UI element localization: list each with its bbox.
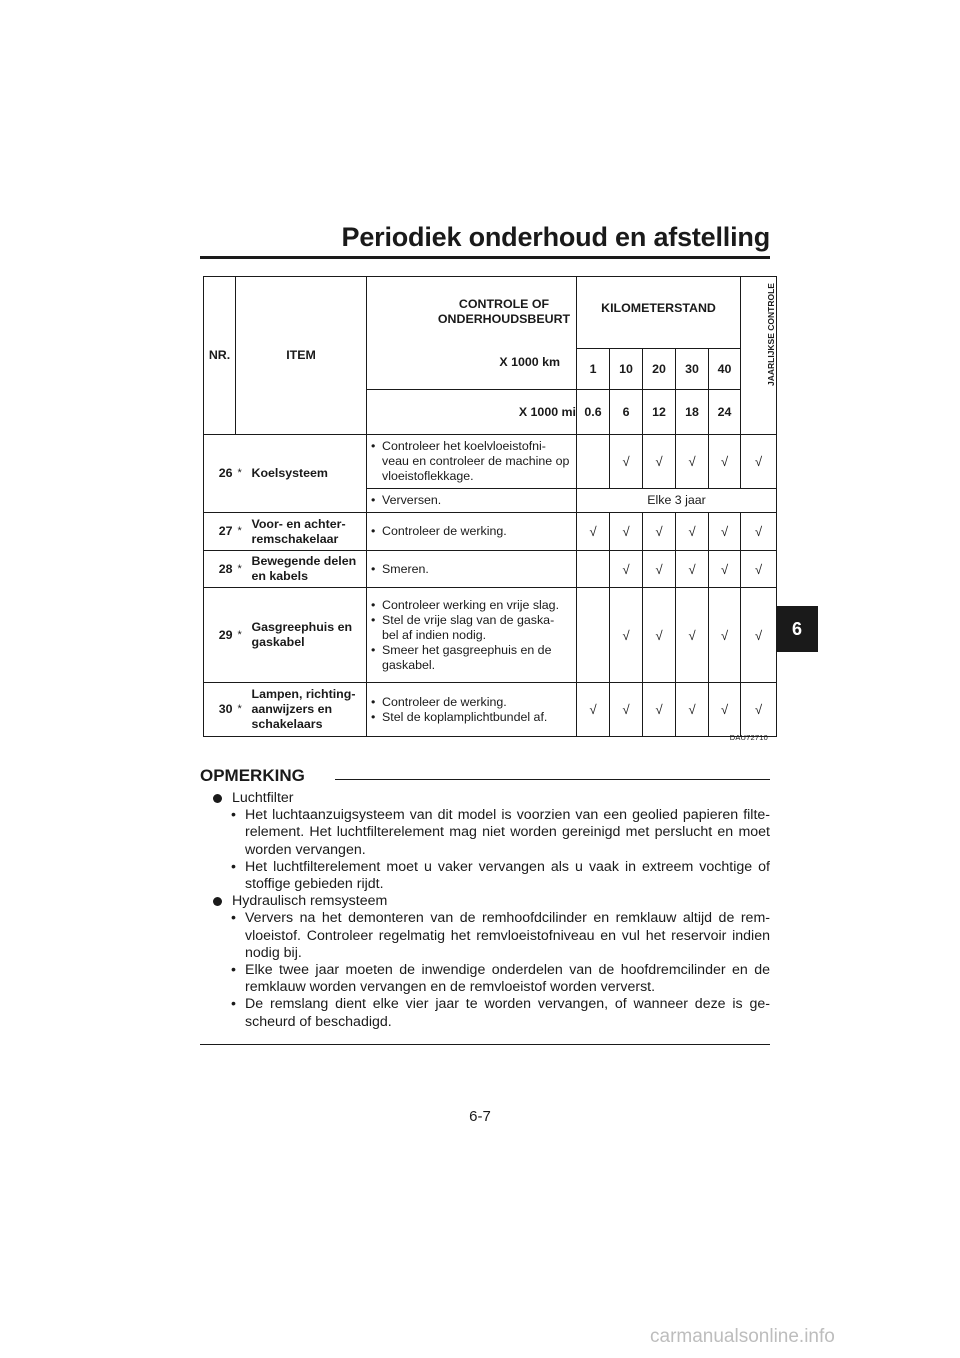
check-cell: √: [741, 551, 777, 588]
mi-value: 24: [709, 390, 741, 435]
mi-value: 6: [610, 390, 643, 435]
note-section-title: [200, 893, 770, 910]
table-row: [204, 683, 777, 737]
check-cell: √: [610, 435, 643, 489]
row-number: 30: [204, 683, 236, 737]
table-row: [204, 588, 777, 683]
km-value: 1: [577, 349, 610, 390]
km-value: 10: [610, 349, 643, 390]
check-cell: √: [741, 435, 777, 489]
note-item-text: Het luchtfilterelement moet u vaker vervangen als u vaak in extreem vochtige of stoffige gebieden rijdt.: [245, 858, 770, 893]
bullet-icon: •: [231, 807, 236, 824]
document-code: DAU72710: [729, 733, 768, 742]
row-item: Voor- en achter-remschakelaar: [248, 513, 367, 551]
action-item: • Controleer de werking.: [371, 524, 570, 539]
check-cell: √: [741, 588, 777, 683]
check-cell: √: [709, 435, 741, 489]
check-cell: √: [676, 551, 709, 588]
bullet-dot-icon: [213, 794, 222, 803]
action-item: • Controleer de werking.: [371, 695, 570, 710]
row-actions: [367, 513, 577, 551]
check-cell: √: [577, 683, 610, 737]
action-item: • Smeren.: [371, 562, 570, 577]
header-row-1: [204, 277, 777, 349]
check-cell: √: [709, 683, 741, 737]
check-cell: [577, 551, 610, 588]
page-number: 6-7: [469, 1108, 491, 1125]
row-item: Lampen, richting-aanwijzers en schakelaars: [248, 683, 367, 737]
header-unit-km: X 1000 km: [499, 355, 561, 369]
note-rule-top: [335, 779, 770, 780]
note-item: [231, 962, 770, 996]
bullet-icon: •: [231, 858, 236, 875]
check-cell: [577, 588, 610, 683]
note-rule-bottom: [200, 1044, 770, 1045]
bullet-icon: •: [231, 996, 236, 1013]
row-actions: [367, 588, 577, 683]
action-item: • Controleer het koelvloeistofni-veau en controleer de machine op vloeistoflekkage.: [371, 439, 570, 484]
check-cell: √: [676, 435, 709, 489]
check-cell: √: [643, 551, 676, 588]
check-cell: √: [741, 513, 777, 551]
table-row: [204, 551, 777, 588]
row-star: *: [236, 551, 248, 588]
check-cell: √: [643, 513, 676, 551]
mi-value: 12: [643, 390, 676, 435]
check-cell: √: [676, 683, 709, 737]
check-cell: √: [577, 513, 610, 551]
row-item: Bewegende delen en kabels: [248, 551, 367, 588]
page-title: Periodiek onderhoud en afstelling: [341, 222, 770, 252]
row-actions: [367, 435, 577, 489]
km-value: 30: [676, 349, 709, 390]
note-section-title-text: Luchtfilter: [232, 790, 294, 806]
note-heading: OPMERKING: [200, 766, 305, 785]
check-cell: √: [709, 551, 741, 588]
km-value: 40: [709, 349, 741, 390]
header-nr: NR.: [204, 277, 236, 435]
note-section-air-filter: [200, 790, 770, 893]
check-cell: √: [709, 588, 741, 683]
header-control-label: CONTROLE OF ONDERHOUDSBEURT: [437, 297, 571, 326]
check-cell: √: [676, 588, 709, 683]
note-body: [200, 790, 770, 1031]
row-number: 27: [204, 513, 236, 551]
check-cell: √: [610, 513, 643, 551]
check-cell: √: [643, 435, 676, 489]
check-cell: √: [610, 551, 643, 588]
note-item: [231, 858, 770, 893]
check-cell: √: [676, 513, 709, 551]
interval-cell: Elke 3 jaar: [577, 489, 777, 513]
action-item: • Verversen.: [371, 493, 570, 508]
table-row: [204, 513, 777, 551]
header-control: [367, 277, 577, 390]
km-value: 20: [643, 349, 676, 390]
row-actions: [367, 683, 577, 737]
row-actions: [367, 489, 577, 513]
note-item-text: De remslang dient elke vier jaar te worden vervangen, of wanneer deze is ge-scheurd of beschadigd.: [245, 996, 770, 1030]
row-actions: [367, 551, 577, 588]
note-item-text: Elke twee jaar moeten de inwendige onderdelen van de hoofdremcilinder en de remklauw worden vervangen en de remvloeistof worden ververst.: [245, 962, 770, 996]
row-item: Koelsysteem: [248, 435, 367, 513]
note-section-title: [200, 790, 770, 807]
check-cell: √: [643, 588, 676, 683]
note-item: [231, 996, 770, 1030]
row-item: Gasgreephuis en gaskabel: [248, 588, 367, 683]
check-cell: √: [709, 513, 741, 551]
note-item: [231, 807, 770, 859]
header-yearly-label: JAARLIJKSE CONTROLE: [766, 283, 777, 386]
check-cell: √: [741, 683, 777, 737]
mi-value: 18: [676, 390, 709, 435]
action-item: • Stel de koplamplichtbundel af.: [371, 710, 570, 725]
row-number: 29: [204, 588, 236, 683]
maintenance-table: [203, 276, 777, 737]
note-section-title-text: Hydraulisch remsysteem: [232, 893, 388, 910]
row-star: *: [236, 513, 248, 551]
header-odometer: KILOMETERSTAND: [577, 277, 741, 349]
row-number: 28: [204, 551, 236, 588]
bullet-icon: •: [231, 910, 236, 927]
action-item: • Smeer het gasgreephuis en de gaskabel.: [371, 643, 570, 673]
header-yearly: [741, 277, 777, 435]
chapter-tab: 6: [776, 606, 818, 652]
check-cell: [577, 435, 610, 489]
header-unit-mi: X 1000 mi: [367, 390, 577, 435]
note-item: [231, 910, 770, 962]
row-star: *: [236, 435, 248, 513]
title-rule: [200, 256, 770, 259]
bullet-icon: •: [231, 962, 236, 979]
mi-value: 0.6: [577, 390, 610, 435]
row-number: 26: [204, 435, 236, 513]
check-cell: √: [643, 683, 676, 737]
row-star: *: [236, 683, 248, 737]
watermark: carmanualsonline.info: [650, 1326, 835, 1347]
check-cell: √: [610, 683, 643, 737]
action-item: • Stel de vrije slag van de gaska-bel af indien nodig.: [371, 613, 570, 643]
note-item-text: Ververs na het demonteren van de remhoofdcilinder en remklauw altijd de rem-vloeistof. Controleer regelmatig het remvloeistofniveau en vul het reservoir indien nodig bij.: [245, 910, 770, 961]
check-cell: √: [610, 588, 643, 683]
header-item: ITEM: [236, 277, 367, 435]
row-star: *: [236, 588, 248, 683]
action-item: • Controleer werking en vrije slag.: [371, 598, 570, 613]
note-section-brakes: [200, 893, 770, 1031]
table-row: [204, 435, 777, 489]
note-item-text: Het luchtaanzuigsysteem van dit model is voorzien van een geolied papieren filte-relement. Het luchtfilterelement mag niet worden gereinigd met perslucht en moet worden vervangen.: [245, 807, 770, 858]
